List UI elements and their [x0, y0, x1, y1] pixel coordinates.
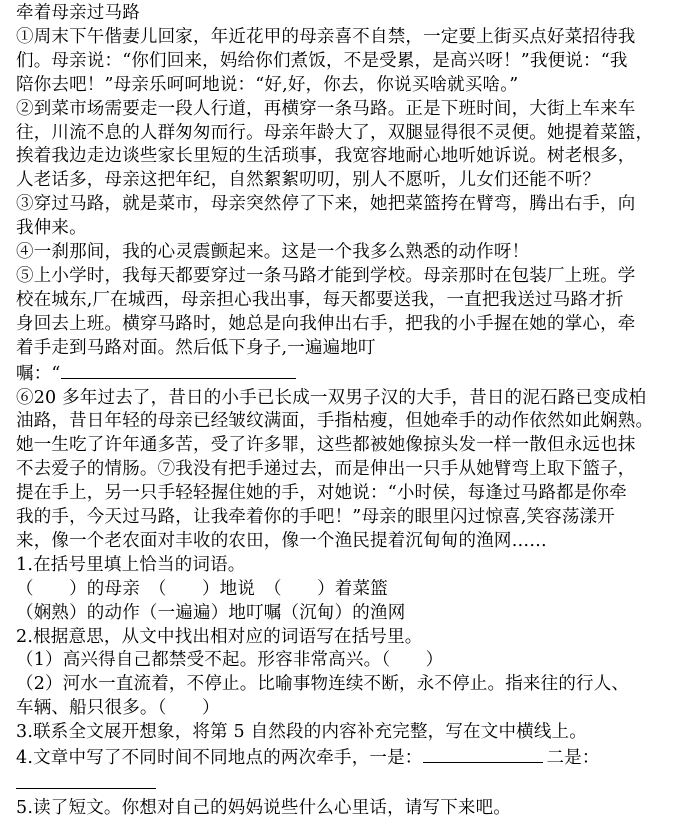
para-line: 着手走到马路对面。然后低下身子,一遍遍地叮 [16, 337, 376, 358]
remind-answer-blank[interactable] [61, 361, 296, 379]
question-4-line-2 [16, 771, 678, 797]
para-line: ⑤上小学时，我每天都要穿过一条马路才能到学校。母亲那时在包装厂上班。学 [16, 265, 636, 286]
question-line: 1.在括号里填上恰当的词语。 [16, 554, 246, 575]
question-line: （ ）的母亲 （ ）地说 （ ）着菜篮 [16, 578, 388, 599]
para-line: 人老话多，母亲这把年纪，自然絮絮叨叨，别人不愿听，儿女们还能不听？ [16, 170, 601, 191]
para-line: 提在手上，另一只手轻轻握住她的手，对她说：“小时侯，每逢过马路都是你牵 [16, 483, 627, 504]
question-line: （2）河水一直流着，不停止。比喻事物连续不断，永不停止。指来往的行人、 [16, 674, 630, 695]
para-line: ④一刹那间，我的心灵震颤起来。这是一个我多么熟悉的动作呀！ [16, 242, 530, 263]
para-line: 校在城东,厂在城西，母亲担心我出事，每天都要送我，一直把我送过马路才折 [16, 289, 624, 310]
para-line: ⑥20 多年过去了，昔日的小手已长成一双男子汉的大手，昔日的泥石路已变成柏 [16, 387, 647, 408]
q4-answer-blank-2[interactable] [16, 771, 156, 789]
para-line: 来，像一个老农面对丰收的农田，像一个渔民提着沉甸甸的渔网…… [16, 530, 547, 551]
question-line: （娴熟）的动作（一遍遍）地叮嘱（沉甸）的渔网 [16, 602, 406, 623]
q4-prefix: 4.文章中写了不同时间不同地点的两次牵手，一是： [16, 748, 423, 769]
question-line: 2.根据意思，从文中找出相对应的词语写在括号里。 [16, 626, 423, 647]
para-line: ③穿过马路，就是菜市，母亲突然停了下来，她把菜篮挎在臂弯，腾出右手，向 [16, 194, 636, 215]
question-line: （1）高兴得自己都禁受不起。形容非常高兴。（ ） [16, 650, 444, 671]
q4-answer-blank-1[interactable] [423, 745, 543, 763]
para-line: 我伸来。 [16, 218, 87, 239]
para-line: 陪你去吧！”母亲乐呵呵地说：“好,好，你去，你说买啥就买啥。” [16, 74, 519, 95]
question-4-line [16, 745, 678, 771]
question-line: 3.联系全文展开想象，将第 5 自然段的内容补充完整，写在文中横线上。 [16, 722, 587, 743]
remind-line [16, 361, 678, 387]
article-title: 牵着母亲过马路 [16, 3, 140, 23]
para-line: ①周末下午偕妻儿回家，年近花甲的母亲喜不自禁，一定要上街买点好菜招待我 [16, 26, 636, 47]
para-line: 挨着我边走边谈些家长里短的生活琐事，我宽容地耐心地听她诉说。树老根多， [16, 146, 636, 167]
question-line: 车辆、船只很多。（ ） [16, 698, 220, 719]
question-5-line: 5.读了短文。你想对自己的妈妈说些什么心里话，请写下来吧。 [16, 797, 511, 818]
para-line: ②到菜市场需要走一段人行道，再横穿一条马路。正是下班时间，大街上车来车 [16, 98, 636, 119]
para-line: 身回去上班。横穿马路时，她总是向我伸出右手，把我的小手握在她的掌心，牵 [16, 313, 636, 334]
para-line: 油路，昔日年轻的母亲已经皱纹满面，手指枯瘦，但她牵手的动作依然如此娴熟。 [16, 411, 654, 432]
para-line: 往，川流不息的人群匆匆而行。母亲年龄大了，双腿显得很不灵便。她提着菜篮， [16, 122, 654, 143]
para-line: 不去爱子的情肠。⑦我没有把手递过去，而是伸出一只手从她臂弯上取下篮子， [16, 459, 636, 480]
para-line: 我的手，今天过马路，让我牵着你的手吧！”母亲的眼里闪过惊喜,笑容荡漾开 [16, 507, 616, 528]
para-line: 们。母亲说：“你们回来，妈给你们煮饭，不是受累，是高兴呀！”我便说：“我 [16, 50, 628, 71]
para-line: 她一生吃了许年通多苦，受了许多罪，这些都被她像掠头发一样一散但永远也抹 [16, 435, 636, 456]
remind-prefix: 嘱：“ [16, 363, 61, 384]
q4-mid: 二是： [546, 748, 600, 769]
